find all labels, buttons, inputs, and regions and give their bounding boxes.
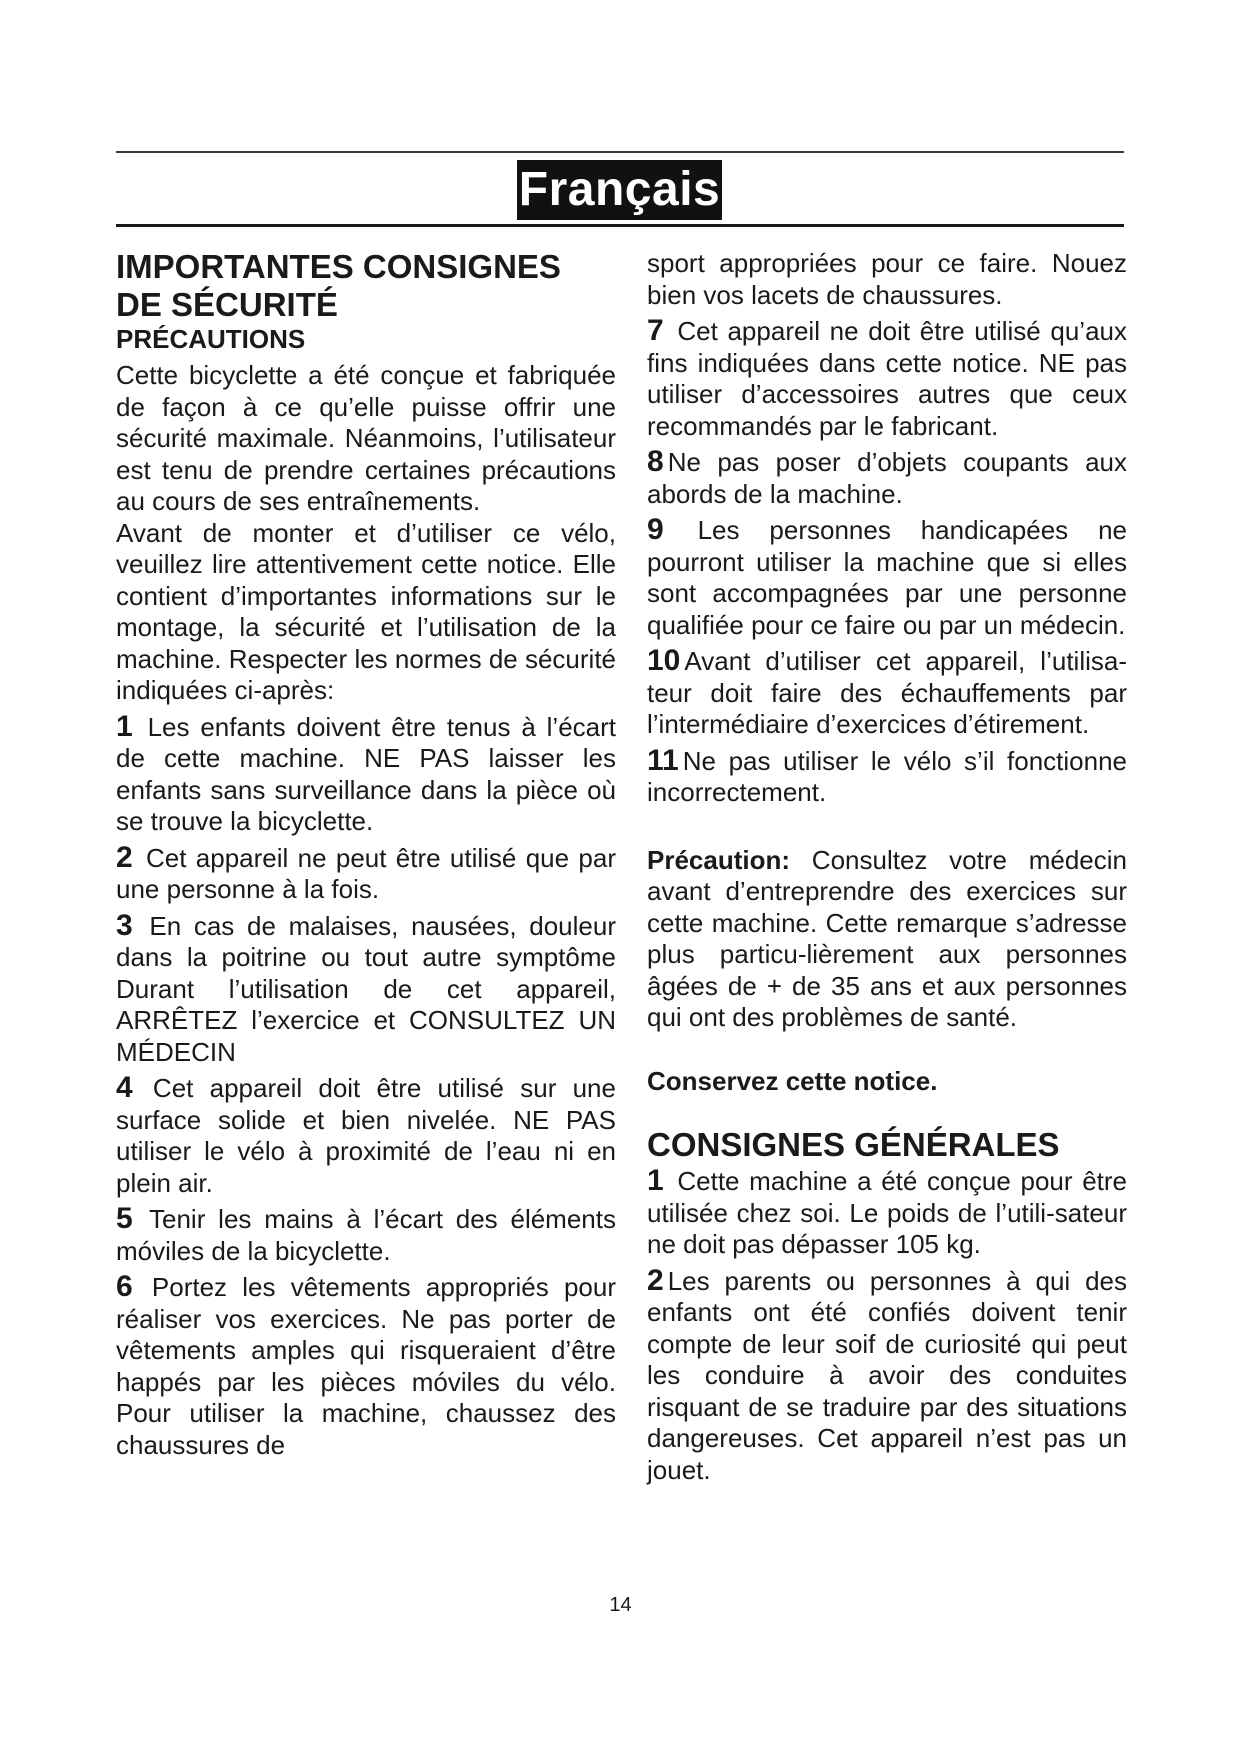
safety-item: 10 Avant d’utiliser cet appareil, l’utilisa-teur doit faire des échauffements par l’intermédiaire d’exercices d’étirement. <box>647 644 1127 739</box>
caution-paragraph: Précaution: Consultez votre médecin avant d’entreprendre des exercices sur cette machine. Cette remarque s’adresse plus particu-lièrement aux personnes âgées de + de 35 ans et aux personnes qui ont des problèmes de santé. <box>647 844 1127 1032</box>
keep-notice: Conservez cette notice. <box>647 1065 938 1096</box>
page-number: 14 <box>609 1594 632 1616</box>
safety-item: 2 Cet appareil ne peut être utilisé que par une personne à la fois. <box>116 840 616 904</box>
spacer <box>647 1034 1127 1066</box>
safety-item: 8 Ne pas poser d’objets coupants aux abords de la machine. <box>647 445 1127 509</box>
spacer <box>647 813 1127 845</box>
safety-title-line1: IMPORTANTES CONSIGNES <box>116 248 561 285</box>
right-column <box>647 248 1127 1490</box>
language-badge: Français <box>517 160 722 220</box>
safety-title-line2: DE SÉCURITÉ <box>116 286 338 323</box>
left-column <box>116 248 616 1465</box>
safety-item: 5 Tenir les mains à l’écart des éléments móviles de la bicyclette. <box>116 1202 616 1266</box>
general-instructions-title: CONSIGNES GÉNÉRALES <box>647 1126 1060 1163</box>
header-rule-top <box>116 151 1124 153</box>
safety-item: 4 Cet appareil doit être utilisé sur une surface solide et bien nivelée. NE PAS utiliser le vélo à proximité de l’eau ni en plein air. <box>116 1071 616 1198</box>
safety-item: 11 Ne pas utiliser le vélo s’il fonctionne incorrectement. <box>647 743 1127 807</box>
safety-item: 3 En cas de malaises, nausées, douleur dans la poitrine ou tout autre symptôme Durant l’utilisation de cet appareil, ARRÊTEZ l’exercice et CONSULTEZ UN MÉDECIN <box>116 908 616 1067</box>
continuation-text: sport appropriées pour ce faire. Nouez bien vos lacets de chaussures. <box>647 248 1127 310</box>
header-rule-bottom <box>116 224 1124 227</box>
intro-paragraph-1: Cette bicyclette a été conçue et fabriquée de façon à ce qu’elle puisse offrir une sécurité maximale. Néanmoins, l’utilisateur est tenu de prendre certaines précautions au cours de ses entraînements. <box>116 360 616 516</box>
precautions-heading: PRÉCAUTIONS <box>116 324 306 354</box>
safety-item: 1 Les enfants doivent être tenus à l’écart de cette machine. NE PAS laisser les enfants sans surveillance dans la pièce où se trouve la bicyclette. <box>116 709 617 836</box>
general-item: 2 Les parents ou personnes à qui des enfants ont été confiés doivent tenir compte de leur soif de curiosité qui peut les conduire à avoir des conduites risquant de se traduire par des situations dangereuses. Cet appareil n’est pas un jouet. <box>647 1263 1127 1485</box>
safety-item: 9 Les personnes handicapées ne pourront utiliser la machine que si elles sont accompagnées par une personne qualifiée pour ce faire ou par un médecin. <box>647 513 1127 640</box>
safety-item: 6 Portez les vêtements appropriés pour réaliser vos exercices. Ne pas porter de vêtements amples qui risqueraient d’être happés par les pièces móviles du vélo. Pour utiliser la machine, chaussez des chaussures de <box>116 1270 616 1460</box>
general-item: 1 Cette machine a été conçue pour être utilisée chez soi. Le poids de l’utili-sateur ne doit pas dépasser 105 kg. <box>647 1164 1128 1259</box>
intro-paragraph-2: Avant de monter et d’utiliser ce vélo, veuillez lire attentivement cette notice. Elle contient d’importantes informations sur le montage, la sécurité et l’utilisation de la machine. Respecter les normes de sécurité indiquées ci-après: <box>116 517 617 705</box>
caution-label: Précaution: <box>647 844 791 875</box>
safety-item: 7 Cet appareil ne doit être utilisé qu’aux fins indiquées dans cette notice. NE pas utiliser d’accessoires autres que ceux recommandés par le fabricant. <box>647 314 1128 441</box>
